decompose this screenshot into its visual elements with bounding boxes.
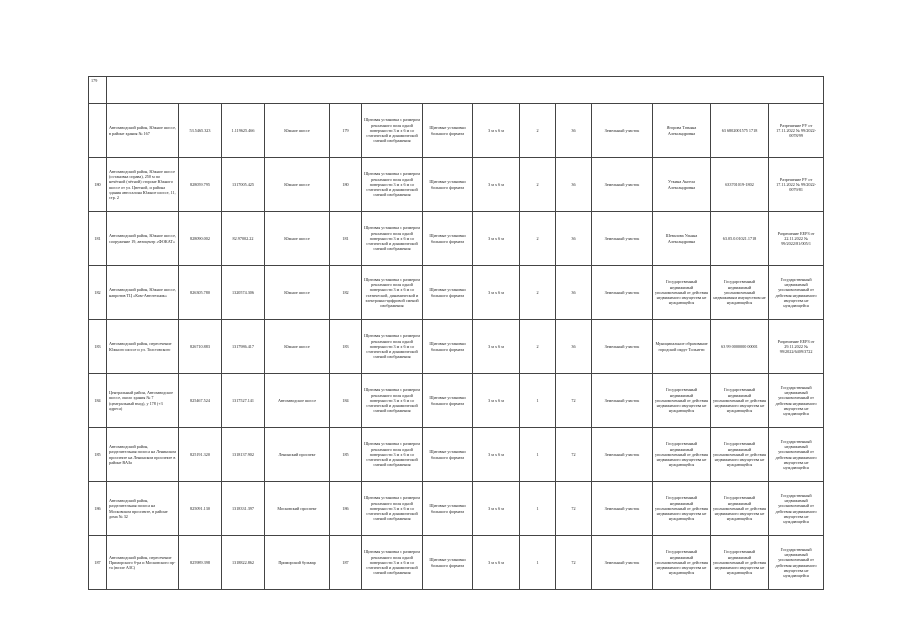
- street-cell: Южное шоссе: [265, 104, 330, 158]
- inn-cell: 63.05.0.01021.1718: [711, 212, 769, 266]
- sides-cell: 2: [520, 212, 556, 266]
- size-cell: 3 м х 6 м: [473, 374, 520, 428]
- latitude-cell: 825467.524: [179, 374, 222, 428]
- land-kind-cell: Земельный участок: [592, 482, 653, 536]
- land-kind-cell: Земельный участок: [592, 158, 653, 212]
- street-cell: Южное шоссе: [265, 212, 330, 266]
- inn-cell: Государственный недвижимый уполномоченный недвижимым имуществом не нуждающейся: [711, 266, 769, 320]
- address-cell: Автозаводский район, пересечение Южного шоссе и ул. Толстовского: [107, 320, 179, 374]
- land-kind-cell: Земельный участок: [592, 320, 653, 374]
- construction-type-cell: Щитовая установка с размером рекламного поля одной поверхности 3 м х 6 м со статической, динамической и электронно-цифровой сменой изображения: [362, 266, 423, 320]
- longitude-cell: 1317527.141: [222, 374, 265, 428]
- row-number: 185: [89, 428, 107, 482]
- construction-type-cell: Щитовая установка с размером рекламного поля одной поверхности 3 м х 6 м со статической и динамической сменой изображения: [362, 212, 423, 266]
- longitude-cell: 1320574.306: [222, 266, 265, 320]
- address-cell: Автозаводский район, разделительная полоса на Московском проспекте, в районе дома № 32: [107, 482, 179, 536]
- size-cell: 3 м х 6 м: [473, 320, 520, 374]
- construction-type-cell: Щитовая установка с размером рекламного поля одной поверхности 3 м х 6 м со статической и динамической сменой изображения: [362, 104, 423, 158]
- sides-cell: 2: [520, 266, 556, 320]
- owner-cell: Шевалова Ульяна Александровна: [653, 212, 711, 266]
- longitude-cell: 1318331.397: [222, 482, 265, 536]
- permit-cell: Разрешение РУ от 17.11.2022 № 99/2022-0079/81: [769, 158, 824, 212]
- owner-cell: Муниципальное образование городской округ Тольятти: [653, 320, 711, 374]
- permit-cell: Государственный недвижимый уполномоченный от действия недвижимого имущества не нуждающейся: [769, 482, 824, 536]
- construction-type-cell: Щитовая установка с размером рекламного поля одной поверхности 3 м х 6 м со статической и динамической сменой изображения: [362, 482, 423, 536]
- table-row: [89, 320, 824, 374]
- street-cell: Московский проспект: [265, 482, 330, 536]
- table-row: [89, 266, 824, 320]
- format-cell: Щитовые установки большого формата: [423, 104, 473, 158]
- format-cell: Щитовые установки большого формата: [423, 482, 473, 536]
- row-number: 181: [89, 212, 107, 266]
- address-cell: Автозаводский район, Южное шоссе, сооружение 19, автоцентр «ФОКАТ»: [107, 212, 179, 266]
- table-row: [89, 212, 824, 266]
- street-cell: Ленинский проспект: [265, 428, 330, 482]
- id-cell: 185: [330, 428, 362, 482]
- sides-cell: 2: [520, 104, 556, 158]
- longitude-cell: 1318137.902: [222, 428, 265, 482]
- area-cell: 36: [556, 104, 592, 158]
- sides-cell: 2: [520, 158, 556, 212]
- table-row: [89, 482, 824, 536]
- longitude-cell: 82.97002.22: [222, 212, 265, 266]
- size-cell: 3 м х 6 м: [473, 428, 520, 482]
- id-cell: 184: [330, 374, 362, 428]
- land-kind-cell: Земельный участок: [592, 536, 653, 590]
- area-cell: 36: [556, 158, 592, 212]
- inn-cell: Государственный недвижимый уполномоченный от действия недвижимого имущества не нуждающейся: [711, 482, 769, 536]
- address-cell: Автозаводский район, Южное шоссе, напротив ТЦ «Ком-Автотехник»: [107, 266, 179, 320]
- address-cell: Центральный район, Автозаводское шоссе, около здания № 7 (центральный вход), у 178 (+3 адреса): [107, 374, 179, 428]
- owner-cell: Государственный недвижимый уполномоченный от действия недвижимого имущества не нуждающейся: [653, 266, 711, 320]
- longitude-cell: 1318822.862: [222, 536, 265, 590]
- table-row: [89, 428, 824, 482]
- table-row: [89, 536, 824, 590]
- permit-cell: Разрешение РУ от 17.11.2022 № 99/2022-0078/99: [769, 104, 824, 158]
- latitude-cell: 828059.795: [179, 158, 222, 212]
- address-cell: Автозаводский район, пересечение Приморского б-ра и Московского пр-та (возле АЗС): [107, 536, 179, 590]
- permit-cell: Государственный недвижимый уполномоченный от действия недвижимого имущества не нуждающейся: [769, 266, 824, 320]
- sides-cell: 2: [520, 320, 556, 374]
- longitude-cell: 1317986.417: [222, 320, 265, 374]
- land-kind-cell: Земельный участок: [592, 374, 653, 428]
- format-cell: Щитовые установки большого формата: [423, 536, 473, 590]
- row-number: 183: [89, 320, 107, 374]
- street-cell: Приморский бульвар: [265, 536, 330, 590]
- size-cell: 3 м х 6 м: [473, 212, 520, 266]
- street-cell: Южное шоссе: [265, 266, 330, 320]
- format-cell: Щитовые установки большого формата: [423, 320, 473, 374]
- id-cell: 179: [330, 104, 362, 158]
- row-number: 180: [89, 158, 107, 212]
- table-row: [89, 77, 824, 104]
- row-number: 187: [89, 536, 107, 590]
- street-cell: Южное шоссе: [265, 320, 330, 374]
- longitude-cell: 1.119625.466: [222, 104, 265, 158]
- sides-cell: 1: [520, 536, 556, 590]
- land-kind-cell: Земельный участок: [592, 428, 653, 482]
- construction-type-cell: Щитовая установка с размером рекламного поля одной поверхности 3 м х 6 м со статической и динамической сменой изображения: [362, 320, 423, 374]
- area-cell: 36: [556, 320, 592, 374]
- inn-cell: Государственный недвижимый уполномоченный от действия недвижимого имущества не нуждающейся: [711, 428, 769, 482]
- area-cell: 36: [556, 266, 592, 320]
- sides-cell: 1: [520, 428, 556, 482]
- area-cell: 72: [556, 428, 592, 482]
- row-number: 186: [89, 482, 107, 536]
- id-cell: 181: [330, 212, 362, 266]
- id-cell: 183: [330, 320, 362, 374]
- address-cell: Автозаводский район, Южное шоссе, в районе здания № 167: [107, 104, 179, 158]
- id-cell: 182: [330, 266, 362, 320]
- latitude-cell: 53.5465.323: [179, 104, 222, 158]
- inn-cell: 63 6802001575 1718: [711, 104, 769, 158]
- land-kind-cell: Земельный участок: [592, 104, 653, 158]
- owner-cell: Государственный недвижимый уполномоченный от действия недвижимого имущества не нуждающейся: [653, 536, 711, 590]
- address-cell: Автозаводский район, разделительная полоса на Ленинском проспекте на Ленинском проспекте в районе ВАЗа: [107, 428, 179, 482]
- street-cell: Автозаводское шоссе: [265, 374, 330, 428]
- longitude-cell: 1317005.425: [222, 158, 265, 212]
- address-cell: Автозаводский район, Южное шоссе (остановка справа), 250 м по нечётной (чётной) стороне Южного шоссе от ул. Цветной, и района здания автосалона Южное шоссе, 11, стр. 2: [107, 158, 179, 212]
- id-cell: 186: [330, 482, 362, 536]
- sides-cell: 1: [520, 374, 556, 428]
- owner-cell: Ягорова Татьяна Александровна: [653, 104, 711, 158]
- owner-cell: Государственный недвижимый уполномоченный от действия недвижимого имущества не нуждающейся: [653, 482, 711, 536]
- permit-cell: Разрешение ЕЕРЗ от 22.11.2022 № 99/2022/81/005/1: [769, 212, 824, 266]
- size-cell: 3 м х 6 м: [473, 482, 520, 536]
- format-cell: Щитовые установки большого формата: [423, 428, 473, 482]
- construction-type-cell: Щитовая установка с размером рекламного поля одной поверхности 3 м х 6 м со статической и динамической сменой изображения: [362, 536, 423, 590]
- construction-type-cell: Щитовая установка с размером рекламного поля одной поверхности 3 м х 6 м со статической и динамической сменой изображения: [362, 158, 423, 212]
- size-cell: 3 м х 6 м: [473, 104, 520, 158]
- row-number: 184: [89, 374, 107, 428]
- owner-cell: Государственный недвижимый уполномоченный от действия недвижимого имущества не нуждающейся: [653, 428, 711, 482]
- inn-cell: 633701019-1802: [711, 158, 769, 212]
- street-cell: Южное шоссе: [265, 158, 330, 212]
- land-kind-cell: Земельный участок: [592, 212, 653, 266]
- table-row: [89, 374, 824, 428]
- id-cell: 187: [330, 536, 362, 590]
- latitude-cell: 825191.320: [179, 428, 222, 482]
- permit-cell: Государственный недвижимый уполномоченный от действия недвижимого имущества не нуждающейся: [769, 536, 824, 590]
- row-number: 182: [89, 266, 107, 320]
- permit-cell: Разрешение ЕЕРЗ от 29.11.2022 № 99/2022/6409/3722: [769, 320, 824, 374]
- latitude-cell: 825989.398: [179, 536, 222, 590]
- inn-cell: Государственный недвижимый уполномоченный от действия недвижимого имущества не нуждающейся: [711, 536, 769, 590]
- latitude-cell: 828090.002: [179, 212, 222, 266]
- latitude-cell: 825091.130: [179, 482, 222, 536]
- owner-cell: Государственный недвижимый уполномоченный от действия недвижимого имущества не нуждающейся: [653, 374, 711, 428]
- latitude-cell: 826710.883: [179, 320, 222, 374]
- area-cell: 72: [556, 536, 592, 590]
- format-cell: Щитовые установки большого формата: [423, 212, 473, 266]
- permit-cell: Государственный недвижимый уполномоченный от действия недвижимого имущества не нуждающейся: [769, 428, 824, 482]
- format-cell: Щитовые установки большого формата: [423, 158, 473, 212]
- size-cell: 3 м х 6 м: [473, 266, 520, 320]
- format-cell: Щитовые установки большого формата: [423, 266, 473, 320]
- area-cell: 36: [556, 212, 592, 266]
- owner-cell: Уткина Ангела Александровна: [653, 158, 711, 212]
- table-row: [89, 104, 824, 158]
- format-cell: Щитовые установки большого формата: [423, 374, 473, 428]
- row-number: 179: [89, 77, 107, 104]
- table-row: [89, 158, 824, 212]
- inn-cell: Государственный недвижимый уполномоченный от действия недвижимого имущества не нуждающейся: [711, 374, 769, 428]
- size-cell: 3 м х 6 м: [473, 536, 520, 590]
- construction-type-cell: Щитовая установка с размером рекламного поля одной поверхности 3 м х 6 м со статической и динамической сменой изображения: [362, 374, 423, 428]
- area-cell: 72: [556, 374, 592, 428]
- row-number: [89, 104, 107, 158]
- inn-cell: 63 99 0000000 00001: [711, 320, 769, 374]
- permit-cell: Государственный недвижимый уполномоченный от действия недвижимого имущества не нуждающейся: [769, 374, 824, 428]
- land-kind-cell: Земельный участок: [592, 266, 653, 320]
- latitude-cell: 826305.780: [179, 266, 222, 320]
- sides-cell: 1: [520, 482, 556, 536]
- area-cell: 72: [556, 482, 592, 536]
- construction-type-cell: Щитовая установка с размером рекламного поля одной поверхности 3 м х 6 м со статической и динамической сменой изображения: [362, 428, 423, 482]
- size-cell: 3 м х 6 м: [473, 158, 520, 212]
- blank-cell: [107, 77, 824, 104]
- advertising-placement-table: [88, 76, 824, 590]
- id-cell: 180: [330, 158, 362, 212]
